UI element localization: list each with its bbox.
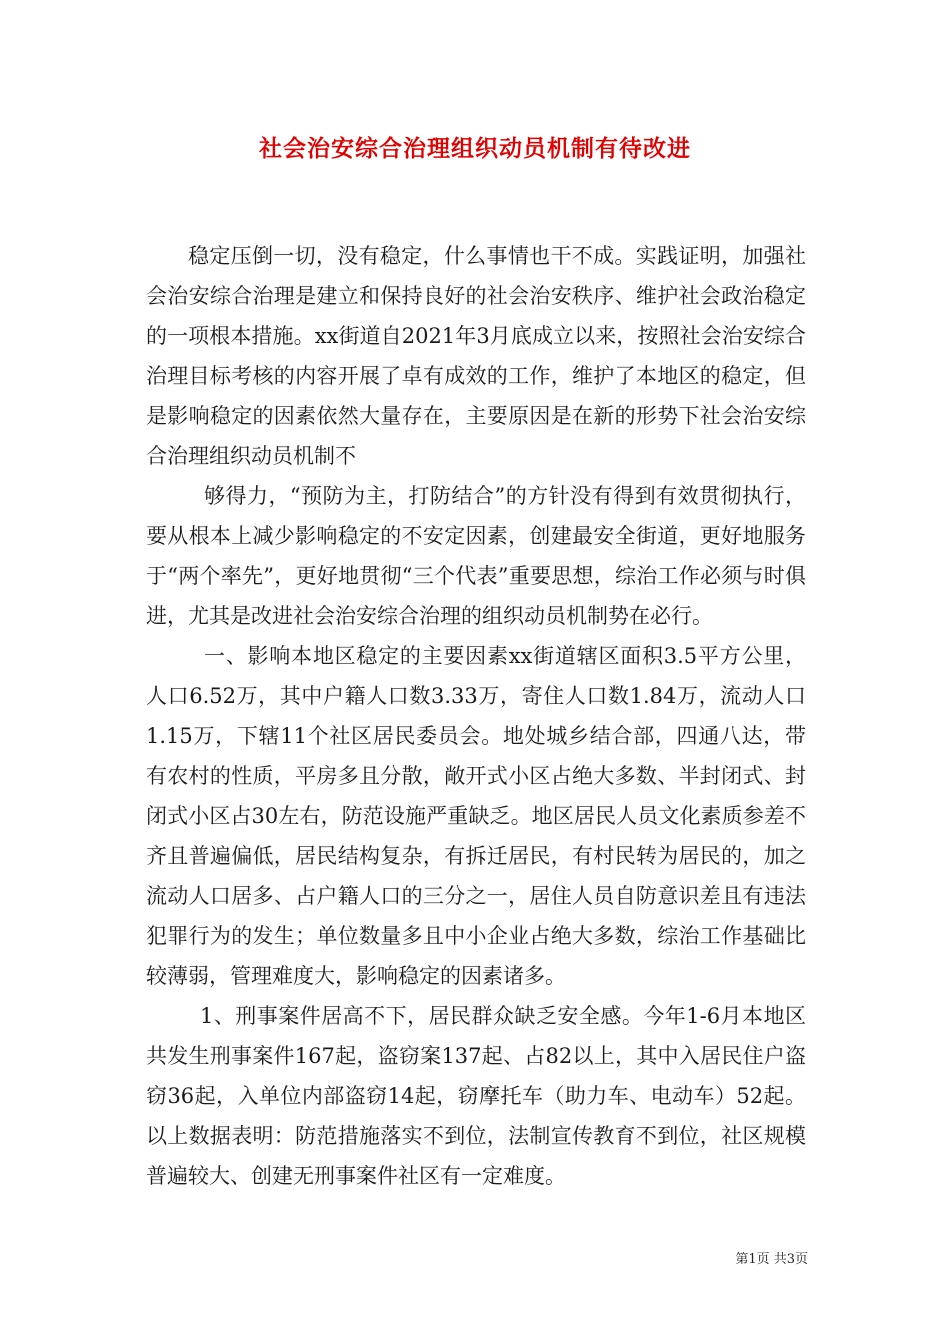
page-number: 第1页 共3页 (735, 1252, 808, 1267)
paragraph-intro: 稳定压倒一切，没有稳定，什么事情也干不成。实践证明，加强社会治安综合治理是建立和保持良好的社会治安秩序、维护社会政治稳定的一项根本措施。xx街道自2021年3月底成立以来，按照社会治安综合治理目标考核的内容开展了卓有成效的工作，维护了本地区的稳定，但是影响稳定的因素依然大量存在，主要原因是在新的形势下社会治安综合治理组织动员机制不 (146, 244, 806, 468)
paragraph-criminal-cases: 1、刑事案件居高不下，居民群众缺乏安全感。今年1-6月本地区共发生刑事案件167起，盗窃案137起、占82以上，其中入居民住户盗窃36起，入单位内部盗窃14起，窃摩托车（助力车、电动车）52起。以上数据表明：防范措施落实不到位，法制宣传教育不到位，社区规模普遍较大、创建无刑事案件社区有一定难度。 (146, 1004, 806, 1188)
document-title: 社会治安综合治理组织动员机制有待改进 (259, 135, 691, 162)
paragraph-continuation: 够得力，“预防为主，打防结合”的方针没有得到有效贯彻执行，要从根本上减少影响稳定的不安定因素，创建最安全街道，更好地服务于“两个率先”，更好地贯彻“三个代表”重要思想，综治工作必须与时俱进，尤其是改进社会治安综合治理的组织动员机制势在必行。 (146, 484, 806, 628)
paragraph-section-one: 一、影响本地区稳定的主要因素xx街道辖区面积3.5平方公里，人口6.52万，其中户籍人口数3.33万，寄住人口数1.84万，流动人口1.15万，下辖11个社区居民委员会。地处城乡结合部，四通八达，带有农村的性质，平房多且分散，敞开式小区占绝大多数、半封闭式、封闭式小区占30左右，防范设施严重缺乏。地区居民人员文化素质参差不齐且普遍偏低，居民结构复杂，有拆迁居民，有村民转为居民的，加之流动人口居多、占户籍人口的三分之一，居住人员自防意识差且有违法犯罪行为的发生；单位数量多且中小企业占绝大多数，综治工作基础比较薄弱，管理难度大，影响稳定的因素诸多。 (146, 644, 806, 988)
document-body (146, 236, 806, 1196)
